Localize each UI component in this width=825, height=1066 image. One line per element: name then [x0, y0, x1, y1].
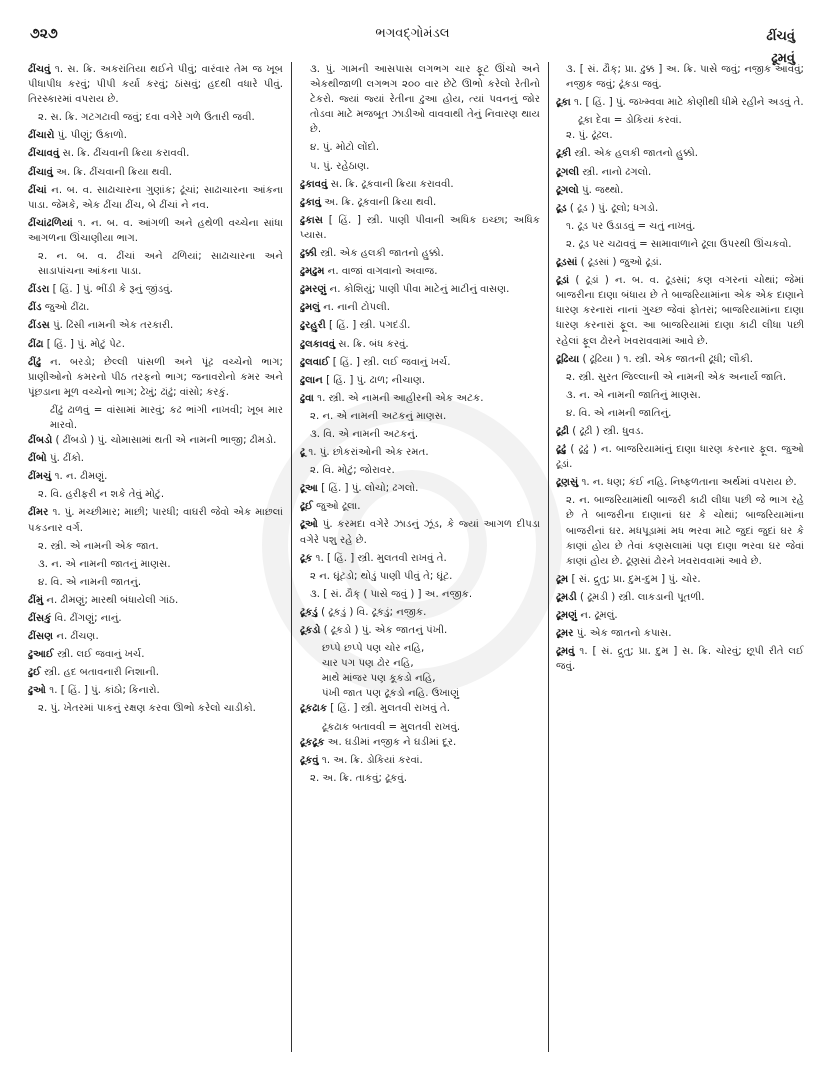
entry-headword: ઢુક્કી [300, 248, 317, 260]
entry-headword: ઢૂગલી [556, 166, 580, 178]
dictionary-entry [300, 551, 540, 566]
entry-headword: ઢૂમણું [556, 610, 578, 621]
dictionary-entry [28, 165, 283, 180]
entry-headword: ઢીંસણ [28, 631, 54, 643]
entry-definition: ન. ઢીમણું; મારથી બંધાયેલી ગાંઠ. [43, 594, 179, 606]
entry-definition: સ્ત્રી. લઈ જવાનું ખર્ચ. [53, 649, 145, 661]
entry-headword: ઢૂકઢાક [300, 703, 328, 715]
dictionary-entry [556, 475, 804, 490]
entry-definition: [ હિં. ] પું. મોટું પેટ. [43, 338, 126, 350]
entry-sense: ૨ ન. ઘૂંટડો; થોડું પાણી પીવું તે; ઘૂંટ. [310, 570, 453, 582]
dictionary-entry [28, 216, 283, 246]
entry-definition: [ હિં. ] પું. ઢાળ; નીચાણ. [322, 374, 426, 386]
entry-headword: ઢીંડસ [28, 320, 50, 332]
column-1 [28, 62, 283, 1052]
entry-headword: ઢુઆઈ [28, 649, 54, 661]
dictionary-entry [28, 683, 283, 698]
dictionary-entry [300, 246, 540, 261]
entry-headword: ઢૂઆ [300, 483, 319, 495]
entry-headword: ઢૂક [300, 552, 313, 564]
entry-headword: ઢૂકી [556, 148, 572, 160]
dictionary-entry [300, 337, 540, 352]
dictionary-entry [556, 255, 804, 270]
entry-definition: [ હિં. ] સ્ત્રી. લઈ જવાનું ખર્ચ. [329, 356, 451, 368]
entry-usage: ઢીંઢું ઢાળવું = વાંસામાં મારવું; કઢ ભાંગી નાખવી; ખૂબ માર મારવો. [50, 404, 283, 431]
entry-headword: ઢુઓ [28, 685, 47, 697]
dictionary-entry [300, 445, 540, 460]
entry-definition: [ હિં. ] પું. ભીંડી કે રૂનું જીંડવું. [49, 284, 173, 296]
entry-definition: જુઓ ઢીંઢા. [41, 302, 90, 314]
entry-sense: ૨. ઢૂડ પર ચઢાવવું = સામાવાળાને ઢૂલા ઉપરથી ઊંચકવો. [566, 238, 792, 250]
dictionary-entry [300, 355, 540, 370]
entry-headword: ઢૂડાં [556, 275, 570, 287]
entry-sense: ૪. વિ. એ નામની જાતનું. [38, 576, 142, 588]
entry-sense: ૨. વિ. હરીફરી ન શકે તેવું મોટું. [38, 489, 165, 501]
entry-headword: ઢૂઓ [300, 519, 319, 531]
dictionary-entry [556, 273, 804, 348]
entry-definition: પું. એક જાતનો કપાસ. [573, 628, 672, 640]
entry-definition: ન. ઢીંચણ. [53, 631, 99, 643]
entry-headword: ઢુમઢુમ [300, 266, 325, 278]
guide-word-last: ઢૂમવું [771, 51, 795, 66]
entry-definition: ન. બરડો; છેલ્લી પાંસળી અને પૂંઢ વચ્ચેનો ભાગ; પ્રાણીઓનો કમરનો પીઠ તરફનો ભાગ; જનાવરોનો કમર અને પૂંછડાના મૂળ વચ્ચેનો ભાગ; ઢેખું; ઢાંઢું; વાંસો; કરકું. [28, 356, 283, 398]
dictionary-entry [300, 517, 540, 547]
dictionary-entry [300, 605, 540, 620]
entry-sense: ૪. પું. મોટો લોંદો. [310, 142, 380, 154]
entry-definition: ૧. પું. મચ્છીમાર; માછી; પારધી; વાઘરી જેવો એક માછલાં પકડનાર વર્ગ. [28, 507, 283, 534]
dictionary-entry [556, 165, 804, 180]
dictionary-entry [300, 623, 540, 638]
entry-definition: સ. ક્રિ. ઢીંચવાની ક્રિયા કરાવવી. [59, 148, 190, 160]
entry-headword: ઢીંચારો [28, 130, 55, 142]
entry-definition: ૧. ન. ધણ; કંઈ નહિ. નિષ્ફળતાના અર્થમાં વપરાય છે. [578, 477, 797, 489]
dictionary-entry [28, 593, 283, 608]
entry-definition: ૧. [ સં. દ્રુતુ; પ્રા. દુમ ] સ. ક્રિ. ચોરવું; છૂપી રીતે લઈ જવું. [556, 646, 804, 673]
entry-headword: ઢૂમર [556, 628, 574, 640]
entry-headword: ઢીંઢું [28, 356, 42, 368]
entry-headword: ઢૂમવું [556, 646, 575, 658]
entry-usage: પંખી જાત પણ ઢૂકડો નહિ. ઉખાણું [322, 688, 460, 700]
guide-word-first: ઢીંચવું [766, 29, 795, 44]
dictionary-entry [28, 337, 283, 352]
entry-headword: ઢીંઢા [28, 338, 44, 350]
entry-sense: ૨. સ. ક્રિ. ગટગટાવી જવું; દવા વગેરે ગળે ઉતારી જવી. [38, 112, 255, 124]
entry-headword: ઢૂઢી [556, 425, 570, 437]
page-number: ૭૨૭ [30, 26, 58, 42]
entry-headword: ઢૂઢું [556, 444, 567, 456]
entry-headword: ઢુઈ [28, 667, 41, 679]
entry-headword: ઢીંબડો [28, 435, 53, 447]
entry-definition: ન. બ. વ. સાઢાચારના ગુણાંક; ઢૂંચાં; સાઢાચારના આંકના પાડા. જેમકે, એક ઢીંચા ઢીંચ, બે ઢીંચાં ને નવ. [28, 184, 283, 211]
dictionary-entry [556, 183, 804, 198]
entry-definition: ન. ઢૂમલું. [577, 610, 618, 621]
entry-definition: ( ઢૂકડો ) પું. એક જાતનું પંખી. [320, 625, 448, 636]
entry-definition: ૧. [ હિં. ] પું. કાંઠો; કિનારો. [46, 685, 160, 697]
entry-headword: ઢૂઢિયા [556, 353, 580, 365]
entry-sense: ૨. સ્ત્રી. સુરત જિલ્લાની એ નામની એક અનાર્ય જાતિ. [566, 371, 787, 383]
entry-sense: ૩. પું. ગામની આસપાસ લગભગ ચાર ફૂટ ઊંચો અને એકથીજાળી લગભગ ૨૦૦ વાર છેટે ઊભો કરેલો રેતીનો ટેકરો. જ્યાં જ્યાં રેતીના ઢુઆ હોય, ત્યાં પવનનું જોર તોડવા માટે મજબૂત ઝાડીઓ વાવવાથી તેનું નિવારણ થાય છે. [310, 64, 540, 136]
entry-definition: ૧. ન. ઢીમણું. [51, 471, 108, 483]
entry-sense: ૨. પું. ખેતરમાં પાકનું રક્ષણ કરવા ઊભો કરેલો ચાડીકો. [38, 703, 256, 715]
entry-headword: ઢૂકા [556, 97, 571, 109]
dictionary-entry [300, 300, 540, 315]
entry-sense: ૪. વિ. એ નામની જાતિનું. [566, 407, 672, 419]
dictionary-entry [300, 499, 540, 514]
entry-headword: ઢુકાવું [300, 196, 322, 208]
dictionary-entry [556, 608, 804, 623]
dictionary-entry [300, 735, 540, 750]
entry-definition: ૧. પું. છોકરાંઓની એક રમત. [305, 447, 429, 459]
entry-headword: ઢુવા [300, 392, 314, 404]
entry-usage: માથે માંજર પણ કૂકડો નહિ, [322, 673, 436, 685]
entry-sense: ૩. ન. એ નામની જાતિનું માણસ. [566, 389, 701, 401]
entry-headword: ઢીંમર [28, 507, 49, 519]
entry-definition: ૧. અ. ક્રિ. ડોકિયાં કરવાં. [318, 754, 423, 766]
entry-sense: ૨. પું. ઢૂંઢલ. [566, 130, 613, 142]
entry-headword: ઢુલવાઈ [300, 356, 330, 368]
dictionary-entry [28, 647, 283, 662]
dictionary-entry [556, 590, 804, 605]
entry-headword: ઢુલાન [300, 374, 323, 386]
entry-headword: ઢુમરણું [300, 284, 327, 296]
dictionary-entry [300, 391, 540, 406]
entry-definition: ૧. સ. ક્રિ. અકરાંતિયા થઈને પીવું; વારંવાર તેમ જ ખૂબ પીધાપીધ કરવું; પીપી કર્યા કરવું; ઠાંસવું; હદથી વધારે પીવું. તિરસ્કારમાં વપરાય છે. [28, 64, 283, 106]
entry-sense: ૩. ન. એ નામની જાતનું માણસ. [38, 558, 171, 570]
entry-usage: છપ્પે છપ્પે પણ ચોર નહિ, [322, 643, 425, 655]
entry-definition: અ. ક્રિ. ઢૂકવાની ક્રિયા થવી. [321, 196, 437, 208]
entry-sense: ૫. પું. રહેઠાણ. [310, 160, 370, 172]
dictionary-entry [28, 469, 283, 484]
entry-definition: વિ. ઢીંગણું; નાનું. [51, 613, 122, 624]
column-2 [300, 62, 540, 1052]
entry-definition: સ્ત્રી. હદ બતાવનારી નિશાની. [40, 667, 160, 679]
entry-headword: ઢુલકાવવું [300, 338, 336, 350]
dictionary-entry [28, 433, 283, 448]
entry-headword: ઢીંચાવવું [28, 148, 60, 160]
entry-headword: ઢૂકડો [300, 625, 321, 636]
entry-sense: ૧. ઢૂડ પર ઉડાડવું = ચતું નાખવું. [566, 220, 696, 232]
entry-headword: ઢૂકડું [300, 606, 318, 618]
entry-definition: પું. જથ્થો. [578, 184, 624, 196]
dictionary-entry [28, 451, 283, 466]
entry-headword: ઢૂડસાં [556, 257, 578, 269]
dictionary-entry [300, 213, 540, 243]
entry-sense: ૨. ન. એ નામની અટકનું માણસ. [310, 410, 447, 422]
entry-usage: ઢૂકા દેવા = ડોકિયાં કરવાં. [578, 115, 682, 127]
entry-definition: પું. પીણું; ઉકાળો. [54, 130, 127, 142]
entry-headword: ઢૂકઢૂક [300, 736, 325, 748]
entry-definition: પું. ઢીંકો. [46, 453, 84, 465]
dictionary-entry [28, 611, 283, 626]
column-3 [556, 62, 804, 1052]
entry-sense: ૨. ન. બાજરિયામાંથી બાજરી કાઢી લીધા પછી જે ભાગ રહે છે તે બાજરીના દાણાનાં ઘર કે ચોથાં; બાજરિયામાંના બાજરીનાં ઘર. મધપૂડામાં મધ ભરવા માટે જુદાં જુદાં ઘર કે કાણાં હોય છે તેવાં કણસલામાં પણ દાણા ભરવા ઘર જેવાં કાણાં હોય છે. ઢૂણસાં ઢોરને ખવરાવવામાં આવે છે. [566, 495, 804, 567]
entry-headword: ઢૂમડી [556, 591, 577, 603]
dictionary-entry [28, 665, 283, 680]
entry-definition: [ સં. દ્રુતુ; પ્રા. દુમ-દુમ ] પું. ચોર. [568, 573, 701, 585]
dictionary-entry [28, 183, 283, 213]
entry-definition: ૧. [ હિં. ] પું. જખ્મ્વવા માટે કોણીથી ધીમે રહીને અડવું તે. [570, 97, 804, 109]
entry-definition: જુઓ ઢૂલા. [312, 501, 361, 513]
entry-definition: અ. ક્રિ. ઢીંચવાની ક્રિયા થવી. [52, 166, 173, 178]
entry-sense: ૨. ન. બ. વ. ઢીંચાં અને ઢળિયાં; સાઢાચારના અને સાડાપાંચના આંકના પાડા. [38, 251, 283, 278]
entry-headword: ઢીંમું [28, 594, 44, 606]
dictionary-entry [300, 373, 540, 388]
dictionary-entry [300, 177, 540, 192]
dictionary-entry [300, 318, 540, 333]
dictionary-entry [28, 282, 283, 297]
entry-headword: ઢીંડ [28, 302, 42, 314]
entry-sense: ૩. [ સં. ઢૌક્ ( પાસે જવું ) ] અ. નજીક. [310, 588, 473, 600]
dictionary-entry [28, 355, 283, 400]
dictionary-entry [28, 128, 283, 143]
entry-definition: ન. કોશિયું; પાણી પીવા માટેનું માટીનું વાસણ. [326, 284, 510, 296]
entry-headword: ઢૂડ [556, 202, 567, 214]
entry-headword: ઢૂકવું [300, 754, 319, 766]
entry-headword: ઢીંમચું [28, 471, 52, 483]
dictionary-entry [28, 146, 283, 161]
entry-definition: ( ઢીંબડો ) પું. ચોમાસામાં થતી એ નામની ભાજી; ઢીમડો. [52, 435, 277, 447]
entry-headword: ઢીંસકું [28, 613, 52, 624]
dictionary-entry [556, 644, 804, 674]
entry-headword: ઢૂ [300, 447, 306, 459]
dictionary-entry [300, 701, 540, 716]
entry-headword: ઢૂણસું [556, 477, 579, 489]
entry-headword: ઢીંડરા [28, 284, 50, 296]
entry-definition: ૧. ન. બ. વ. આંગળી અને હથેળી વચ્ચેના સાંધા આગળના ઊંચાણીયા ભાગ. [28, 217, 283, 244]
entry-sense: ૩. વિ. એ નામની અટકનું. [310, 428, 419, 440]
entry-definition: સ્ત્રી. એક હલકી જાતનો હુક્કો. [316, 248, 444, 260]
entry-definition: ( ઢૂકડું ) વિ. ઢૂકડું; નજીક. [317, 606, 427, 618]
dictionary-entry [556, 626, 804, 641]
entry-sense: ૩. [ સં. ઢૌક્; પ્રા. ઢુક્ક ] અ. ક્રિ. પાસે જવું; નજીક આવવું; નજીક જવું; ઢૂંકડા જવું. [566, 64, 804, 91]
entry-sense: ૨. અ. ક્રિ. તાકવું; ઢૂકવું. [310, 772, 407, 784]
entry-definition: પું. ઢિંસી નામની એક તરકારી. [49, 320, 174, 332]
entry-headword: ઢુકાવવું [300, 178, 328, 190]
dictionary-entry [556, 95, 804, 110]
entry-definition: સ્ત્રી. એક હલકી જાતનો હુક્કો. [571, 148, 699, 160]
entry-definition: પું. કરમદા વગેરે ઝાડનું ઝૂંડ, કે જ્યાં આગળ દીપડા વગેરે પશુ રહે છે. [300, 519, 540, 546]
entry-definition: ( ઢૂડસાં ) જુઓ ઢૂડાં. [577, 257, 662, 269]
entry-definition: [ હિં. ] સ્ત્રી. મુલતવી રાખવું તે. [327, 703, 450, 715]
entry-definition: સ્ત્રી. નાનો ઢગલો. [579, 166, 652, 178]
entry-definition: ( ઢૂડાં ) ન. બ. વ. ઢૂડસાં; કણ વગરનાં ચોથાં; જેમાં બાજરીના દાણા બંધાય છે તે બાજરિયામાંના એક એક દાણાને ધારણ કરનારાં નાનાં ગુચ્છ જેવાં ફોતરાં; બાજરિયામાંના દાણા ધારણ કરનારાં ફૂલ. આ બાજરિયામાં દાણા કાઢી લીધા પછી રહેલાં ફૂલ ઢોરને ખવરાવવામાં આવે છે. [556, 275, 804, 347]
entry-headword: ઢીંચવું [28, 64, 51, 75]
entry-headword: ઢુકાસ [300, 214, 324, 226]
dictionary-entry [300, 282, 540, 297]
entry-definition: ૧. [ હિં. ] સ્ત્રી. મુલતવી રાખવું તે. [312, 552, 447, 564]
entry-definition: ( ઢૂડ ) પું. ઢૂલો; ધગડો. [566, 202, 659, 214]
page-title: ભગવદ્ગોમંડલ [375, 26, 450, 41]
entry-usage: ઢૂકઢાક બતાવવી = મુલતવી રાખવું. [322, 721, 461, 733]
entry-sense: ૨. સ્ત્રી. એ નામની એક જાત. [38, 540, 159, 552]
dictionary-entry [300, 264, 540, 279]
entry-definition: અ. ઘડીમાં નજીક ને ઘડીમાં દૂર. [324, 736, 457, 748]
entry-definition: સ. ક્રિ. બંધ કરવું. [335, 338, 409, 350]
entry-definition: ( ઢૂઢી ) સ્ત્રી. ધુવડ. [569, 425, 644, 437]
entry-sense: ૨. વિ. મોટું; જોરાવર. [310, 465, 395, 477]
entry-definition: ૧. સ્ત્રી. એ નામની આહીરની એક અટક. [313, 392, 484, 404]
entry-definition: ( ઢૂઢિયા ) ૧. સ્ત્રી. એક જાતની ઢૂધી; લૌકી. [579, 353, 754, 365]
dictionary-entry [28, 62, 283, 107]
dictionary-entry [28, 318, 283, 333]
dictionary-entry [556, 424, 804, 439]
entry-headword: ઢીંબો [28, 453, 47, 465]
entry-headword: ઢુરહુરી [300, 320, 326, 332]
entry-headword: ઢીંચાં [28, 184, 47, 196]
dictionary-entry [556, 146, 804, 161]
dictionary-entry [300, 195, 540, 210]
entry-headword: ઢૂમ [556, 573, 569, 585]
dictionary-entry [556, 352, 804, 367]
dictionary-entry [556, 442, 804, 472]
entry-headword: ઢૂગલો [556, 184, 579, 196]
entry-headword: ઢુમલું [300, 302, 320, 314]
entry-usage: ચાર પગ પણ ઢોર નહિ, [322, 658, 414, 670]
dictionary-entry [28, 505, 283, 535]
entry-headword: ઢીંચાંઢળિયાં [28, 217, 73, 229]
dictionary-entry [28, 300, 283, 315]
entry-definition: ( ઢૂઢું ) ન. બાજરિયામાંનું દાણા ધારણ કરનાર ફૂલ. જુઓ ઢૂડાં. [556, 444, 804, 471]
column-divider [548, 62, 549, 1052]
dictionary-entry [556, 572, 804, 587]
dictionary-entry [556, 201, 804, 216]
dictionary-entry [300, 481, 540, 496]
entry-definition: [ હિં. ] સ્ત્રી. પગદંડી. [325, 320, 411, 332]
entry-definition: [ હિં. ] સ્ત્રી. પાણી પીવાની અધિક ઇચ્છા; અધિક પ્યાસ. [300, 214, 540, 241]
dictionary-entry [28, 629, 283, 644]
entry-definition: ન. વાજાં વાગવાનો અવાજ. [324, 266, 438, 278]
dictionary-entry [300, 753, 540, 768]
entry-headword: ઢૂઈ [300, 501, 313, 513]
column-divider [291, 62, 292, 1052]
entry-definition: ન. નાની ટોપલી. [319, 302, 391, 314]
entry-definition: સ. ક્રિ. ઢૂકવાની ક્રિયા કરાવવી. [327, 178, 454, 190]
entry-definition: [ હિં. ] પું. લોચો; ઢગલો. [318, 483, 419, 495]
entry-headword: ઢીંચાવું [28, 166, 53, 178]
entry-definition: ( ઢૂમડી ) સ્ત્રી. લાકડાની પૂતળી. [576, 591, 705, 603]
